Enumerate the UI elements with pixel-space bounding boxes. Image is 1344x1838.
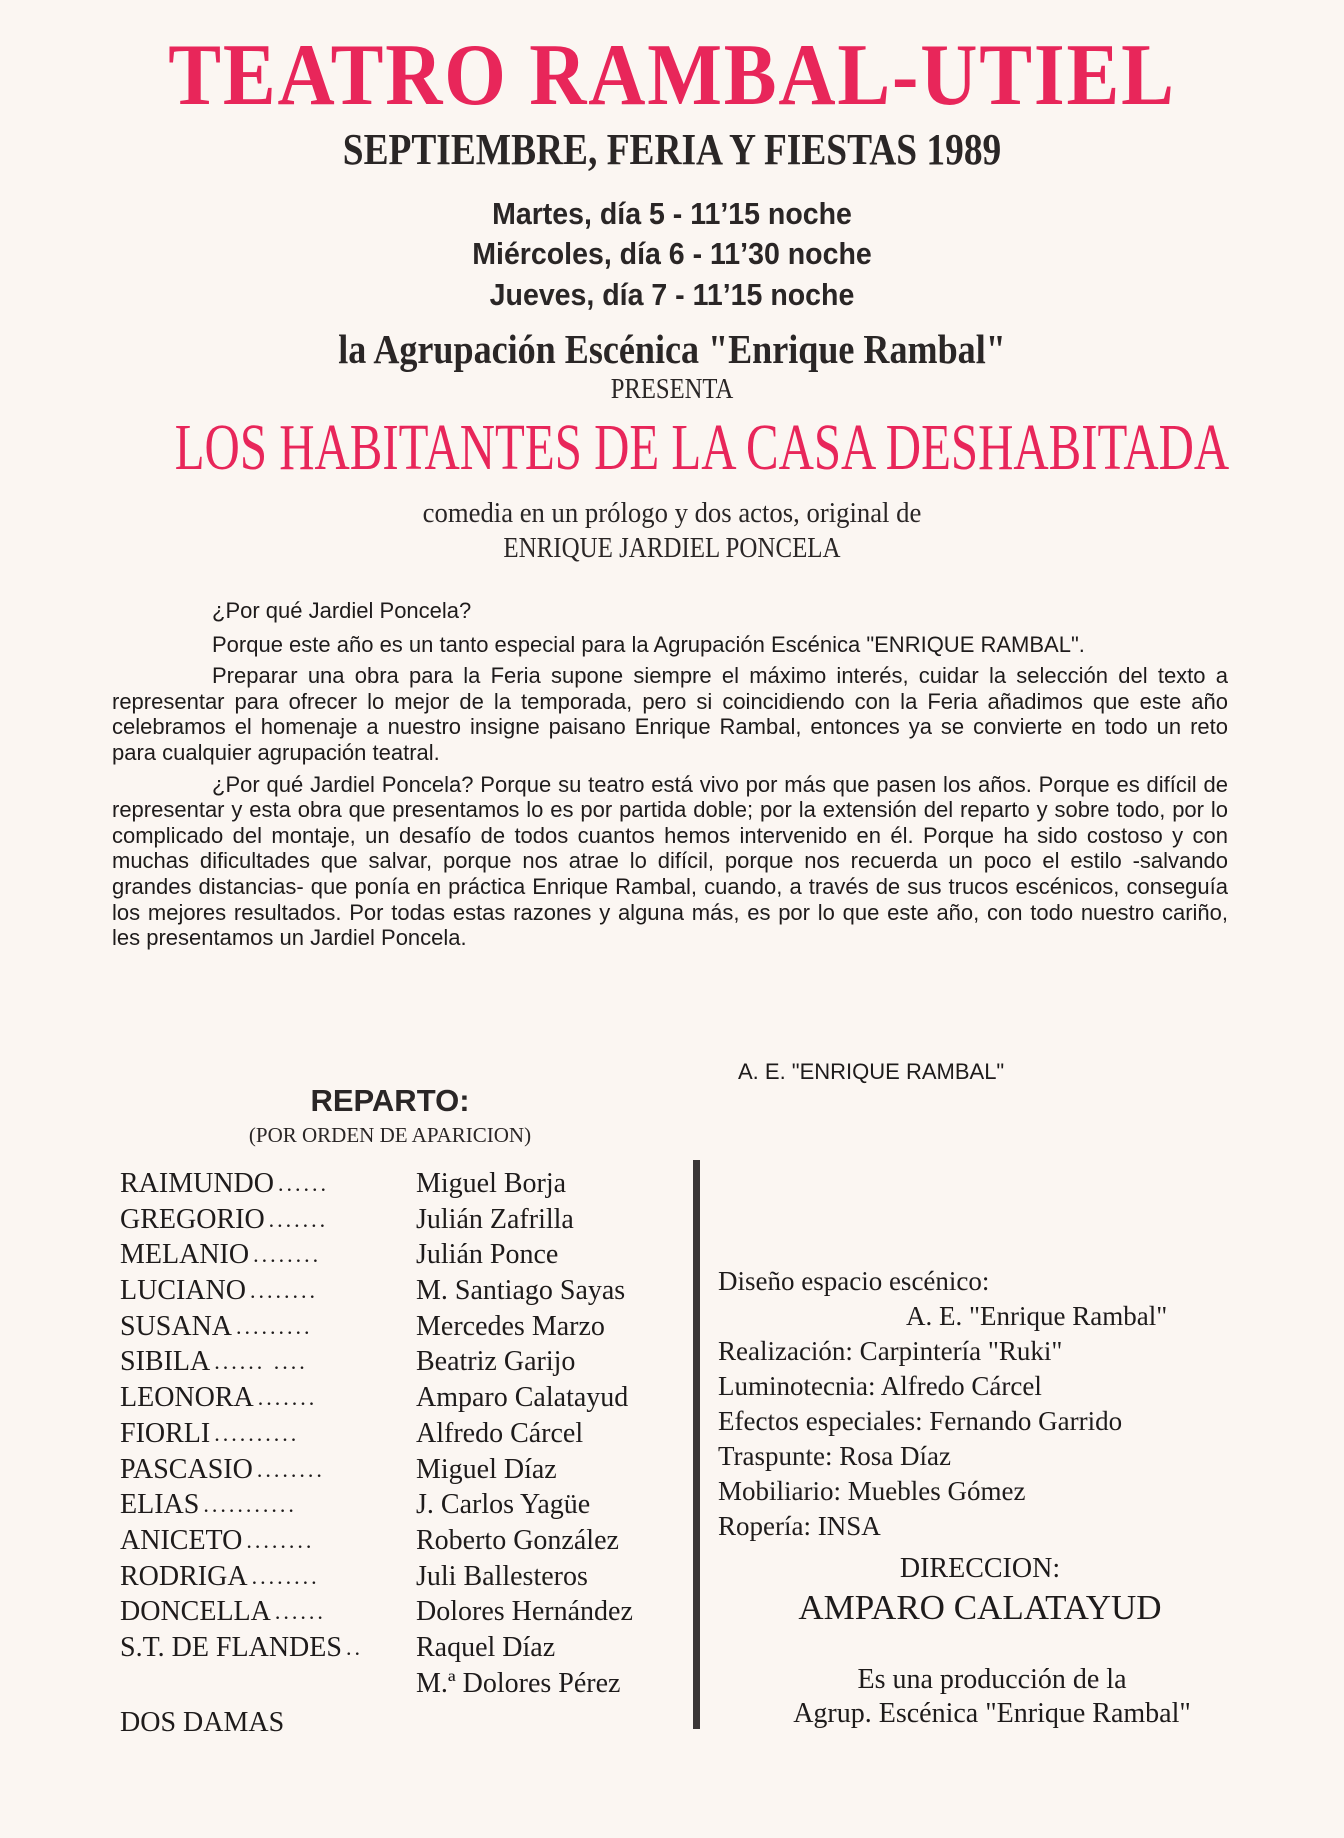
leader-dots: ........ bbox=[246, 1527, 315, 1553]
cast-role: RAIMUNDO bbox=[120, 1168, 274, 1199]
leader-dots: ........... bbox=[203, 1492, 297, 1518]
leader-dots: ........ bbox=[250, 1278, 318, 1304]
cast-row bbox=[120, 1344, 680, 1380]
cast-row bbox=[120, 1487, 680, 1523]
cast-row bbox=[120, 1273, 680, 1309]
intro-paragraph: Porque este año es un tanto especial para la Agrupación Escénica "ENRIQUE RAMBAL". bbox=[212, 631, 1085, 657]
leader-dots bbox=[284, 1705, 416, 1741]
cast-role: MELANIO bbox=[120, 1239, 250, 1271]
cast-actor: Dolores Hernández bbox=[416, 1596, 633, 1628]
leader-dots: ....... bbox=[257, 1385, 318, 1411]
credit-line: Realización: Carpintería "Ruki" bbox=[718, 1336, 1063, 1366]
cast-subheading: (POR ORDEN DE APARICION) bbox=[248, 1123, 532, 1147]
play-genre: comedia en un prólogo y dos actos, original de bbox=[422, 497, 922, 529]
cast-actor: Raquel Díaz bbox=[416, 1631, 556, 1663]
cast-actor: Mercedes Marzo bbox=[416, 1310, 605, 1342]
cast-actor: J. Carlos Yagüe bbox=[416, 1489, 591, 1521]
leader-dots: ........ bbox=[251, 1563, 320, 1589]
production-line: Es una producción de la bbox=[857, 1664, 1127, 1695]
cast-list bbox=[120, 1166, 680, 1741]
leader-dots: ....... bbox=[268, 1206, 329, 1232]
credit-line: Traspunte: Rosa Díaz bbox=[718, 1441, 951, 1471]
cast-actor: Juli Ballesteros bbox=[416, 1560, 588, 1592]
credit-line: Luminotecnia: Alfredo Cárcel bbox=[718, 1371, 1042, 1401]
cast-row bbox=[120, 1237, 680, 1273]
cast-role: ELIAS bbox=[120, 1489, 200, 1521]
cast-row bbox=[120, 1166, 680, 1202]
intro-paragraph: ¿Por qué Jardiel Poncela? bbox=[212, 598, 472, 623]
cast-role: PASCASIO bbox=[120, 1453, 253, 1485]
theatre-title: TEATRO RAMBAL-UTIEL bbox=[168, 27, 1176, 124]
cast-row bbox=[120, 1452, 680, 1488]
credit-line: Ropería: INSA bbox=[718, 1511, 881, 1541]
production-note bbox=[712, 1663, 1272, 1731]
cast-heading: REPARTO: bbox=[310, 1083, 470, 1118]
leader-dots: ........ bbox=[256, 1456, 325, 1482]
cast-role: FIORLI bbox=[120, 1417, 211, 1449]
cast-role: DONCELLA bbox=[120, 1596, 271, 1628]
leader-dots: ...... bbox=[274, 1599, 326, 1625]
leader-dots: .......... bbox=[214, 1420, 300, 1446]
cast-role: LEONORA bbox=[120, 1382, 254, 1414]
leader-dots bbox=[120, 1666, 416, 1702]
cast-row bbox=[120, 1594, 680, 1630]
cast-row bbox=[120, 1380, 680, 1416]
event-subtitle: SEPTIEMBRE, FERIA Y FIESTAS 1989 bbox=[342, 125, 1002, 174]
direction-label: DIRECCION: bbox=[899, 1553, 1061, 1584]
cast-role: RODRIGA bbox=[120, 1560, 248, 1592]
cast-actor: Miguel Díaz bbox=[416, 1453, 557, 1485]
intro-paragraph: Preparar una obra para la Feria supone siempre el máximo interés, cuidar la selección del texto a representar para ofrecer lo mejor de la temporada, pero si coincidiendo con la Feria añadimos que este año celebramos el homenaje a nuestro insigne paisano Enrique Rambal, entonces ya se convierte en todo un reto para cualquier agrupación teatral. bbox=[112, 663, 1228, 765]
cast-role: LUCIANO bbox=[120, 1275, 246, 1307]
cast-actor: Alfredo Cárcel bbox=[416, 1417, 584, 1449]
cast-actor: Julián Zafrilla bbox=[416, 1203, 574, 1235]
cast-actor: M. Santiago Sayas bbox=[416, 1275, 626, 1307]
leader-dots: .. bbox=[345, 1634, 363, 1660]
cast-actor: Amparo Calatayud bbox=[416, 1382, 629, 1414]
intro-text bbox=[112, 598, 1228, 957]
cast-row bbox=[120, 1416, 680, 1452]
performance-date: Miércoles, día 6 - 11’30 noche bbox=[472, 236, 872, 271]
leader-dots: ...... .... bbox=[214, 1349, 308, 1375]
cast-actor: Beatriz Garijo bbox=[416, 1346, 576, 1378]
cast-row bbox=[120, 1523, 680, 1559]
production-line: Agrup. Escénica "Enrique Rambal" bbox=[793, 1698, 1191, 1729]
cast-actor: Miguel Borja bbox=[416, 1168, 567, 1199]
cast-actor: M.ª Dolores Pérez bbox=[416, 1667, 621, 1699]
director-name: AMPARO CALATAYUD bbox=[798, 1588, 1162, 1627]
presents-label: PRESENTA bbox=[610, 374, 734, 405]
leader-dots: ...... bbox=[278, 1171, 329, 1196]
cast-role: ANICETO bbox=[120, 1524, 243, 1556]
cast-row bbox=[120, 1559, 680, 1595]
cast-row bbox=[120, 1630, 680, 1666]
cast-row bbox=[120, 1309, 680, 1345]
play-title: LOS HABITANTES DE LA CASA DESHABITADA bbox=[174, 411, 1230, 484]
credit-line: Mobiliario: Muebles Gómez bbox=[718, 1476, 1026, 1506]
play-author: ENRIQUE JARDIEL PONCELA bbox=[503, 532, 841, 564]
performance-date: Martes, día 5 - 11’15 noche bbox=[492, 196, 852, 231]
group-line: la Agrupación Escénica "Enrique Rambal" bbox=[338, 326, 1006, 372]
leader-dots: ........ bbox=[253, 1242, 322, 1268]
cast-role: GREGORIO bbox=[120, 1203, 265, 1235]
intro-signature: A. E. "ENRIQUE RAMBAL" bbox=[738, 1059, 1005, 1084]
cast-row bbox=[120, 1202, 680, 1238]
credit-line: A. E. "Enrique Rambal" bbox=[906, 1301, 1168, 1331]
cast-role: SIBILA bbox=[120, 1346, 211, 1378]
cast-row bbox=[120, 1666, 680, 1702]
intro-paragraph: ¿Por qué Jardiel Poncela? Porque su teatro está vivo por más que pasen los años. Porque es difícil de representar y esta obra que presentamos lo es por partida doble; por la extensión del reparto y sobre todo, por lo complicado del montaje, un desafío de todos cuantos hemos intervenido en él. Porque ha sido costoso y con muchas dificultades que salvar, porque nos atrae lo difícil, porque nos recuerda un poco el estilo -salvando grandes distancias- que ponía en práctica Enrique Rambal, cuando, a través de sus trucos escénicos, conseguía los mejores resultados. Por todas estas razones y alguna más, es por lo que este año, con todo nuestro cariño, les presentamos un Jardiel Poncela. bbox=[112, 771, 1228, 951]
credit-line: Efectos especiales: Fernando Garrido bbox=[718, 1406, 1123, 1436]
cast-actor: Roberto González bbox=[416, 1524, 619, 1556]
cast-actor: Julián Ponce bbox=[416, 1239, 559, 1271]
cast-role: SUSANA bbox=[120, 1310, 233, 1342]
cast-row bbox=[120, 1705, 680, 1741]
cast-role: S.T. DE FLANDES bbox=[120, 1631, 342, 1663]
column-divider bbox=[693, 1160, 700, 1729]
credits-list bbox=[718, 1264, 1258, 1544]
credit-line: Diseño espacio escénico: bbox=[718, 1266, 990, 1296]
leader-dots: ......... bbox=[236, 1313, 313, 1339]
performance-date: Jueves, día 7 - 11’15 noche bbox=[489, 277, 855, 312]
cast-role: DOS DAMAS bbox=[120, 1707, 285, 1739]
